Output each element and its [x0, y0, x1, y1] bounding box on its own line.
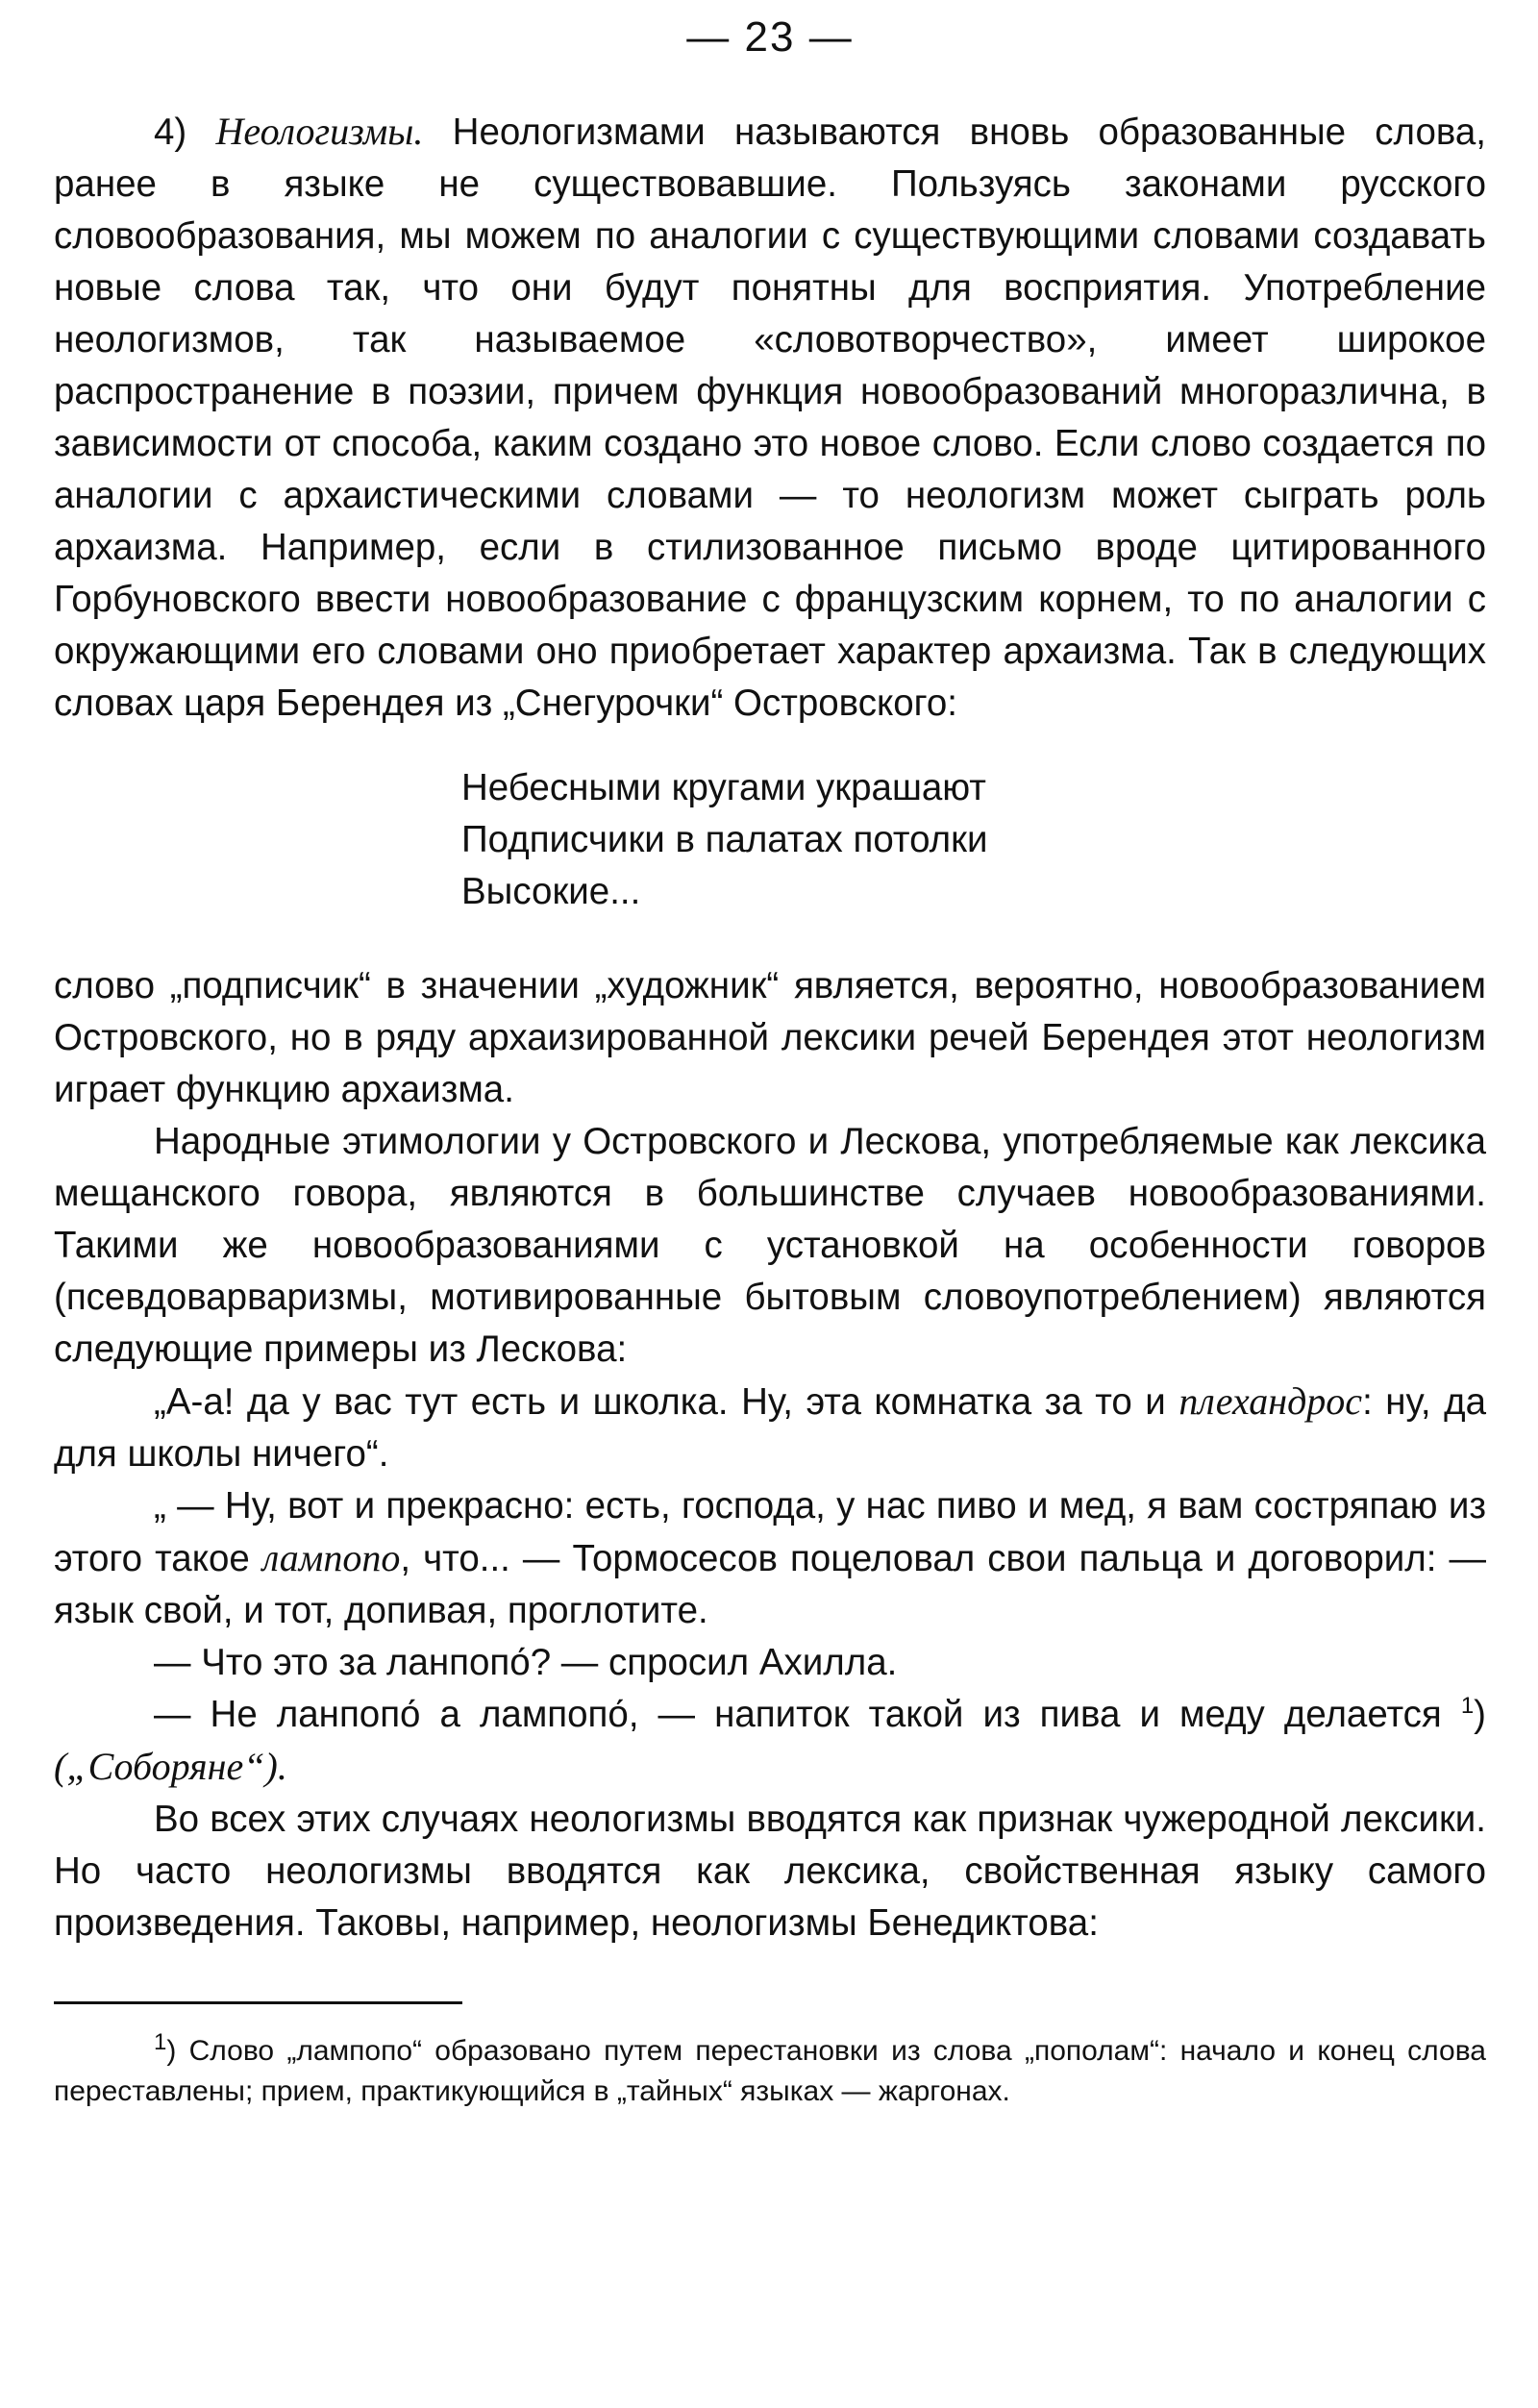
footnote — [54, 2031, 1486, 2112]
quote-shkolka: „А-а! да у вас тут есть и школка. Ну, эта комнатка за то и плехандрос: ну, да для школы ничего“. — [54, 1379, 1486, 1475]
poem-line: Небесными кругами украшают — [461, 767, 986, 808]
paragraph-folk-etymology: Народные этимологии у Островского и Лескова, употребляемые как лексика мещанского говора, являются в большинстве случаев новообразованиями. Такими же новообразованиями с установкой на особенности говоров (псевдоварваризмы, мотивированные бытовым словоупотреблением) являются следующие примеры из Лескова: — [54, 1121, 1486, 1370]
footnote-text: ) Слово „лампопо“ образовано путем перестановки из слова „пополам“: начало и конец слова переставлены; прием, практикующийся в „тайных“ языках — жаргонах. — [54, 2035, 1486, 2107]
poem-quote — [461, 762, 1486, 918]
word-plekhandros: плехандрос — [1178, 1379, 1363, 1423]
paragraph-text: Неологизмами называются вновь образованные слова, ранее в языке не существовавшие. Пользуясь законами русского словообразования, мы можем по аналогии с существующими словами создавать новые слова так, что они будут понятны для восприятия. Употребление неологизмов, так называемое «словотворчество», имеет широкое распространение в поэзии, причем функция новообразований многоразлична, в зависимости от способа, каким создано это новое слово. Если слово создается по аналогии с архаистическими словами — то неологизм может сыграть роль архаизма. Например, если в стилизованное письмо вроде цитированного Горбуновского ввести новообразование с французским корнем, то по аналогии с окружающими его словами оно приобретает характер архаизма. Так в следующих словах царя Берендея из „Снегурочки“ Островского: — [54, 112, 1486, 724]
footnote-marker: 1 — [154, 2029, 167, 2055]
page-body — [54, 106, 1486, 2112]
poem-line: Высокие... — [461, 871, 641, 912]
footnote-ref[interactable]: 1 — [1460, 1693, 1475, 1720]
paragraph-neologisms — [54, 106, 1486, 730]
term-neologisms: Неологизмы. — [215, 110, 424, 153]
paragraph-benediktov: Во всех этих случаях неологизмы вводятся как признак чужеродной лексики. Но часто неологизмы вводятся как лексика, свойственная языку самого произведения. Таковы, например, неологизмы Бенедиктова: — [54, 1799, 1486, 1944]
paragraph-podpischik: слово „подписчик“ в значении „художник“ является, вероятно, новообразованием Островского, но в ряду архаизированной лексики речей Берендея этот неологизм играет функцию архаизма. — [54, 965, 1486, 1110]
page-number: — 23 — — [686, 13, 854, 61]
list-marker: 4) — [154, 112, 216, 153]
quote-akhilla: — Что это за ланпопо́? — спросил Ахилла. — [154, 1642, 898, 1683]
footnote-divider — [54, 2001, 462, 2004]
quote-lampopo: „ — Ну, вот и прекрасно: есть, господа, у нас пиво и мед, я вам состряпаю из этого такое лампопо, что... — Тормосесов поцеловал свои пальца и договорил: — язык свой, и тот, допивая, проглотите. — [54, 1485, 1486, 1631]
quote-napitok: — Не ланпопо́ а лампопо́, — напиток такой из пива и меду делается $^1$) („Соборяне“). — [54, 1693, 1486, 1788]
word-lampopo: лампопо — [261, 1536, 401, 1579]
poem-line: Подписчики в палатах потолки — [461, 819, 988, 860]
source-soboryane: („Соборяне“). — [54, 1745, 287, 1788]
